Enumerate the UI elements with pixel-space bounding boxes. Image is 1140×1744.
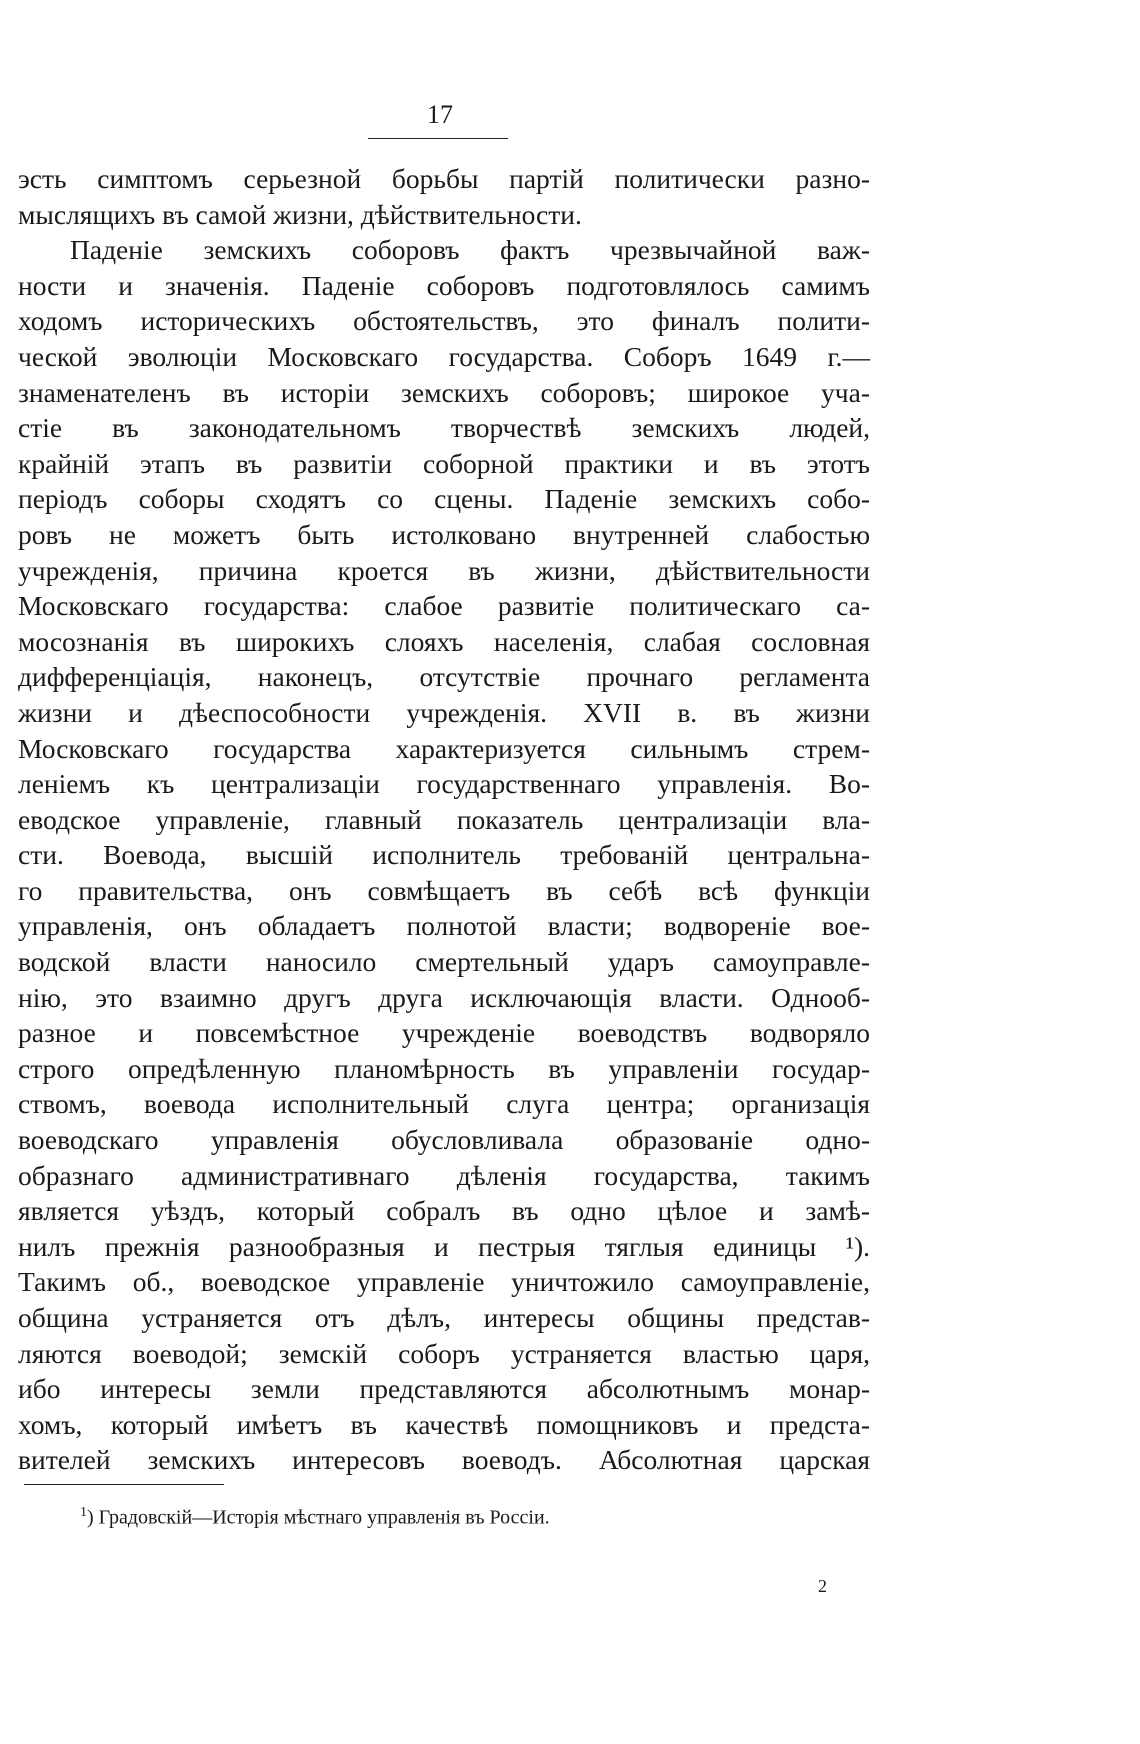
text-line: ровъ не можетъ быть истолковано внутренней слабостью <box>18 518 870 550</box>
text-line: крайній этапъ въ развитіи соборной практики и въ этотъ <box>18 447 870 479</box>
text-line: ляются воеводой; земскій соборъ устраняется властью царя, <box>18 1337 870 1369</box>
text-line: сти. Воевода, высшій исполнитель требованій центральна- <box>18 839 870 871</box>
signature-mark: 2 <box>818 1576 827 1596</box>
page-number: 17 <box>427 100 453 129</box>
text-line: является уѣздъ, который собралъ въ одно цѣлое и замѣ- <box>18 1195 870 1227</box>
text-line: жизни и дѣеспособности учрежденія. XVII в. въ жизни <box>18 696 870 728</box>
footnote <box>80 1500 550 1531</box>
text-line: водской власти наносило смертельный ударъ самоуправле- <box>18 946 870 978</box>
text-line: Паденіе земскихъ соборовъ фактъ чрезвычайной важ- <box>70 234 870 266</box>
text-line: стіе въ законодательномъ творчествѣ земскихъ людей, <box>18 412 870 444</box>
text-line: еводское управленіе, главный показатель централизаціи вла- <box>18 803 870 835</box>
text-line: ибо интересы земли представляются абсолютнымъ монар- <box>18 1373 870 1405</box>
text-line: воеводскаго управленія обусловливала образованіе одно- <box>18 1124 870 1156</box>
text-line: мыслящихъ въ самой жизни, дѣйствительности. <box>18 198 582 230</box>
text-line: разное и повсемѣстное учрежденіе воеводствъ водворяло <box>18 1017 870 1049</box>
text-line: ходомъ историческихъ обстоятельствъ, это финалъ полити- <box>18 305 870 337</box>
text-line: эсть симптомъ серьезной борьбы партій политически разно- <box>18 163 870 194</box>
text-line: образнаго административнаго дѣленія государства, такимъ <box>18 1159 870 1191</box>
text-line: община устраняется отъ дѣлъ, интересы общины представ- <box>18 1302 870 1333</box>
text-line: леніемъ къ централизаціи государственнаго управленія. Во- <box>18 768 870 800</box>
text-line: періодъ соборы сходятъ со сцены. Паденіе земскихъ собо- <box>18 483 870 515</box>
page-number-rule <box>368 138 508 139</box>
text-line: хомъ, который имѣетъ въ качествѣ помощниковъ и предста- <box>18 1408 870 1440</box>
footnote-marker: 1 <box>80 1505 87 1520</box>
text-line: го правительства, онъ совмѣщаетъ въ себѣ всѣ функціи <box>18 874 870 906</box>
text-line: Московскаго государства характеризуется сильнымъ стрем- <box>18 732 870 764</box>
text-line: нилъ прежнія разнообразныя и пестрыя тяглыя единицы ¹). <box>18 1230 870 1262</box>
text-line: учрежденія, причина кроется въ жизни, дѣйствительности <box>18 554 870 586</box>
text-line: строго опредѣленную планомѣрность въ управленіи государ- <box>18 1052 870 1084</box>
body-text <box>18 161 870 1478</box>
text-line: нію, это взаимно другъ друга исключающія власти. Однооб- <box>18 981 870 1013</box>
text-line: мосознанія въ широкихъ слояхъ населенія, слабая сословная <box>18 625 870 657</box>
text-line: ности и значенія. Паденіе соборовъ подготовлялось самимъ <box>18 269 870 301</box>
footnote-rule <box>24 1484 224 1485</box>
text-line: ствомъ, воевода исполнительный слуга центра; организація <box>18 1088 870 1120</box>
footnote-text: ) Градовскій—Исторія мѣстнаго управленія въ Россіи. <box>87 1506 550 1529</box>
text-line: дифференціація, наконецъ, отсутствіе прочнаго регламента <box>18 661 870 693</box>
text-line: вителей земскихъ интересовъ воеводъ. Абсолютная царская <box>18 1444 870 1476</box>
text-line: управленія, онъ обладаетъ полнотой власти; водвореніе вое- <box>18 910 870 942</box>
text-line: знаменателенъ въ исторіи земскихъ соборовъ; широкое уча- <box>18 376 870 408</box>
text-line: Московскаго государства: слабое развитіе политическаго са- <box>18 590 870 622</box>
text-line: ческой эволюціи Московскаго государства. Соборъ 1649 г.— <box>18 340 870 372</box>
text-line: Такимъ об., воеводское управленіе уничтожило самоуправленіе, <box>18 1266 870 1298</box>
